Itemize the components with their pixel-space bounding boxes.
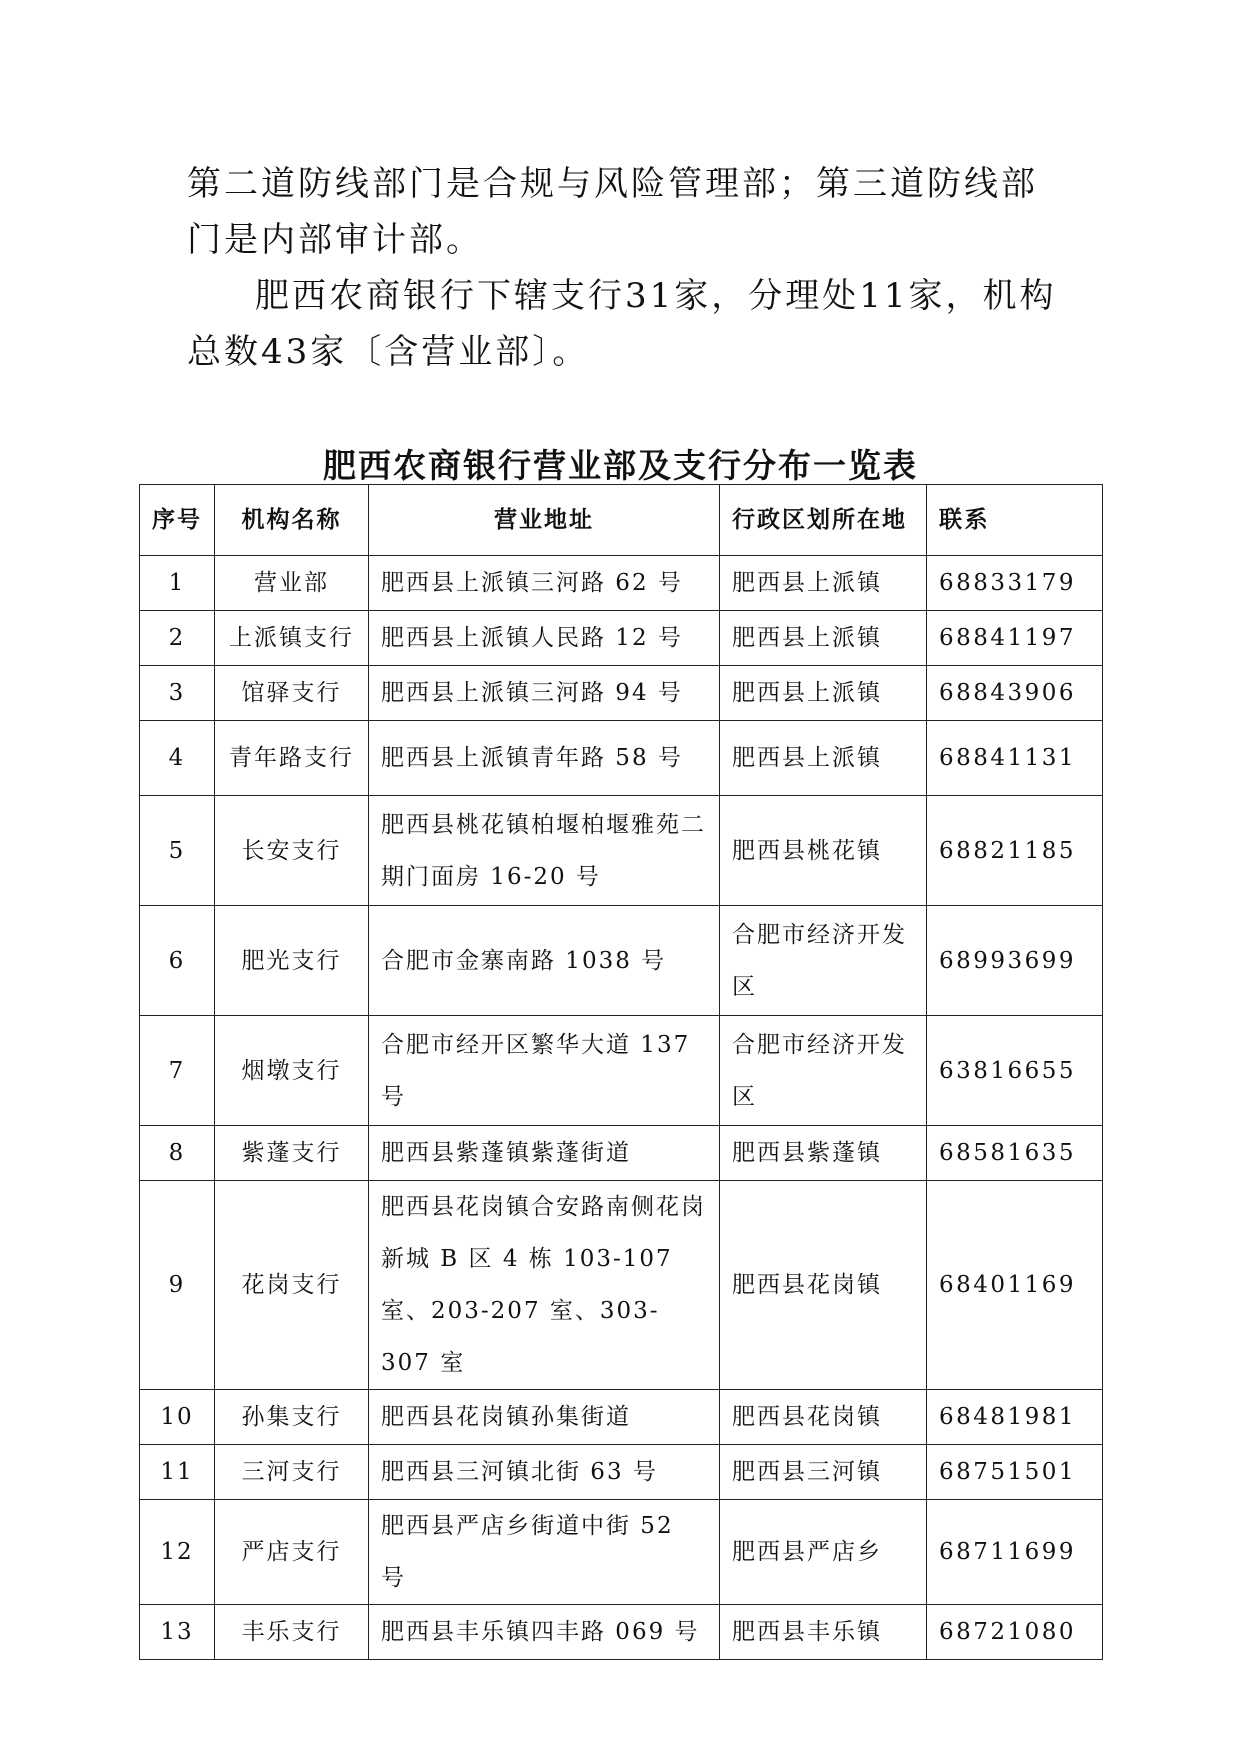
branch-name: 紫蓬支行 xyxy=(215,1126,369,1181)
row-number: 1 xyxy=(140,556,215,611)
header-name: 机构名称 xyxy=(215,485,369,556)
branch-district: 肥西县上派镇 xyxy=(720,721,927,796)
row-number: 5 xyxy=(140,796,215,906)
branch-address: 肥西县丰乐镇四丰路 069 号 xyxy=(369,1605,720,1660)
table-row xyxy=(140,1445,1103,1500)
branch-phone: 68721080 xyxy=(927,1605,1103,1660)
branch-address: 肥西县花岗镇孙集街道 xyxy=(369,1390,720,1445)
branch-district: 合肥市经济开发区 xyxy=(720,1016,927,1126)
branch-name: 馆驿支行 xyxy=(215,666,369,721)
table-row xyxy=(140,611,1103,666)
branch-phone: 68751501 xyxy=(927,1445,1103,1500)
branch-address: 肥西县桃花镇柏堰柏堰雅苑二期门面房 16-20 号 xyxy=(369,796,720,906)
row-number: 7 xyxy=(140,1016,215,1126)
row-number: 4 xyxy=(140,721,215,796)
branch-district: 肥西县上派镇 xyxy=(720,556,927,611)
branch-district: 肥西县紫蓬镇 xyxy=(720,1126,927,1181)
table-row xyxy=(140,1181,1103,1390)
branch-district: 肥西县三河镇 xyxy=(720,1445,927,1500)
table-row xyxy=(140,796,1103,906)
branch-address: 肥西县上派镇人民路 12 号 xyxy=(369,611,720,666)
branch-phone: 68993699 xyxy=(927,906,1103,1016)
table-row xyxy=(140,721,1103,796)
branch-phone: 68581635 xyxy=(927,1126,1103,1181)
branch-district: 合肥市经济开发区 xyxy=(720,906,927,1016)
branch-name: 肥光支行 xyxy=(215,906,369,1016)
table-row xyxy=(140,1126,1103,1181)
branch-name: 烟墩支行 xyxy=(215,1016,369,1126)
branch-address: 肥西县上派镇三河路 62 号 xyxy=(369,556,720,611)
row-number: 11 xyxy=(140,1445,215,1500)
branch-address: 合肥市经开区繁华大道 137 号 xyxy=(369,1016,720,1126)
branch-district: 肥西县花岗镇 xyxy=(720,1390,927,1445)
branch-name: 青年路支行 xyxy=(215,721,369,796)
branch-phone: 63816655 xyxy=(927,1016,1103,1126)
table-row xyxy=(140,1390,1103,1445)
branch-address: 合肥市金寨南路 1038 号 xyxy=(369,906,720,1016)
branch-name: 花岗支行 xyxy=(215,1181,369,1390)
branch-phone: 68841197 xyxy=(927,611,1103,666)
branch-district: 肥西县丰乐镇 xyxy=(720,1605,927,1660)
branch-address: 肥西县上派镇青年路 58 号 xyxy=(369,721,720,796)
branch-phone: 68401169 xyxy=(927,1181,1103,1390)
header-no: 序号 xyxy=(140,485,215,556)
branch-district: 肥西县上派镇 xyxy=(720,611,927,666)
branch-phone: 68843906 xyxy=(927,666,1103,721)
body-paragraph-1: 第二道防线部门是合规与风险管理部；第三道防线部门是内部审计部。 xyxy=(187,164,1038,260)
table-header-row xyxy=(140,485,1103,556)
table-title: 肥西农商银行营业部及支行分布一览表 xyxy=(323,446,918,485)
branch-district: 肥西县严店乡 xyxy=(720,1500,927,1605)
table-body xyxy=(140,556,1103,1660)
branch-table xyxy=(139,484,1103,1660)
branch-phone: 68481981 xyxy=(927,1390,1103,1445)
row-number: 10 xyxy=(140,1390,215,1445)
table-row xyxy=(140,1605,1103,1660)
branch-name: 严店支行 xyxy=(215,1500,369,1605)
header-district: 行政区划所在地 xyxy=(720,485,927,556)
branch-name: 丰乐支行 xyxy=(215,1605,369,1660)
branch-phone: 68833179 xyxy=(927,556,1103,611)
body-paragraph-2: 肥西农商银行下辖支行31家，分理处11家，机构总数43家〔含营业部〕。 xyxy=(187,276,1057,372)
header-address: 营业地址 xyxy=(369,485,720,556)
branch-phone: 68711699 xyxy=(927,1500,1103,1605)
row-number: 3 xyxy=(140,666,215,721)
branch-address: 肥西县三河镇北街 63 号 xyxy=(369,1445,720,1500)
branch-district: 肥西县桃花镇 xyxy=(720,796,927,906)
branch-name: 三河支行 xyxy=(215,1445,369,1500)
branch-address: 肥西县严店乡街道中街 52 号 xyxy=(369,1500,720,1605)
row-number: 2 xyxy=(140,611,215,666)
table-row xyxy=(140,1016,1103,1126)
branch-phone: 68821185 xyxy=(927,796,1103,906)
table-row xyxy=(140,666,1103,721)
branch-name: 上派镇支行 xyxy=(215,611,369,666)
row-number: 9 xyxy=(140,1181,215,1390)
table-row xyxy=(140,556,1103,611)
table-row xyxy=(140,906,1103,1016)
row-number: 6 xyxy=(140,906,215,1016)
branch-name: 长安支行 xyxy=(215,796,369,906)
header-contact: 联系 xyxy=(927,485,1103,556)
branch-address: 肥西县上派镇三河路 94 号 xyxy=(369,666,720,721)
branch-name: 孙集支行 xyxy=(215,1390,369,1445)
branch-name: 营业部 xyxy=(215,556,369,611)
branch-address: 肥西县花岗镇合安路南侧花岗新城 B 区 4 栋 103-107 室、203-207 室、303-307 室 xyxy=(369,1181,720,1390)
branch-district: 肥西县花岗镇 xyxy=(720,1181,927,1390)
row-number: 8 xyxy=(140,1126,215,1181)
row-number: 13 xyxy=(140,1605,215,1660)
table-row xyxy=(140,1500,1103,1605)
branch-address: 肥西县紫蓬镇紫蓬街道 xyxy=(369,1126,720,1181)
branch-district: 肥西县上派镇 xyxy=(720,666,927,721)
row-number: 12 xyxy=(140,1500,215,1605)
branch-phone: 68841131 xyxy=(927,721,1103,796)
